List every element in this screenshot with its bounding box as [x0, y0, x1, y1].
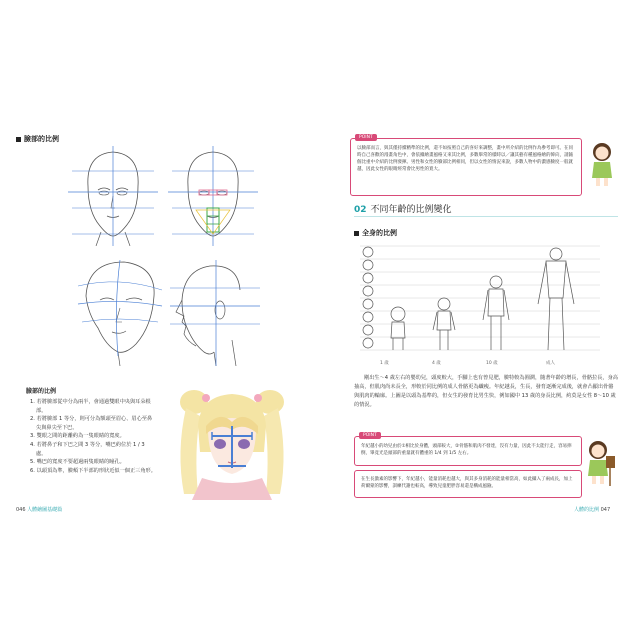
page-number: 046: [16, 507, 26, 513]
age-label-1: 1 歲: [380, 361, 389, 366]
face-front-annotated-figure: [168, 146, 258, 246]
list-item: 3. 雙眼之間的距離約為一隻眼睛的寬度。: [30, 433, 125, 440]
square-bullet-icon: [354, 231, 359, 236]
list-item: 2. 若將臉部 1 等分，則可分為額頭至眉心、眉心至鼻尖與鼻尖至下巴。: [30, 416, 153, 431]
note-tag: POINT: [355, 134, 377, 141]
anime-girl-illustration: [172, 382, 292, 500]
mascot-girl-icon: [588, 140, 616, 192]
chapter-label: 人體的比例: [574, 507, 600, 513]
point-note-top: [350, 135, 582, 196]
age-label-adult: 成人: [546, 361, 555, 366]
right-footer: [574, 506, 610, 513]
face-three-quarter-figure: [74, 256, 164, 366]
list-item: 6. 以頭頂為準，臉頰下半部的形狀近似一個正三角形。: [30, 467, 156, 474]
section-heading-face-proportion: 臉部的比例: [16, 134, 59, 144]
note-text: 在生長激素的影響下，年紀越小，能量消耗也越大，與其多身消耗的能量相當高，如此攝入了兩成長，加上荷爾蒙的影響，訓練代謝也較高，導致兒童肥胖容易還是構成風險。: [361, 477, 573, 489]
age-label-10: 10 歲: [486, 361, 498, 366]
age-proportion-chart: [360, 242, 600, 362]
list-item: 1. 若將臉部從中分為兩半，會通過雙眼中央與耳朵根部。: [30, 399, 151, 414]
list-item: 5. 嘴巴的寬度不要超過兩隻眼睛的瞳孔。: [30, 459, 125, 466]
point-note-growth: [354, 470, 582, 498]
proportion-list: [30, 398, 156, 475]
list-title: 臉部的比例: [26, 388, 57, 395]
face-side-figure: [170, 260, 260, 366]
list-item: 4. 若將鼻子和下巴之間 3 等分，嘴巴約位於 1 / 3 處。: [30, 441, 145, 457]
section-heading-body-proportion: 全身的比例: [354, 228, 397, 238]
body-paragraph: 剛出生～4 歲左右的嬰幼兒，頭度較大，手腳上也有曾見肥，臉特較為圓潤，隨著年齡的增長，骨骼拉長，身高抽高，但肌肉尚未長全，形較於同比例的成人骨骼更為纖瘦。年紀越長，生長，發育逐漸完成後，就會凸顯出骨骼與肌肉的輪廓。上圖是以頭為基準的，但女生的發育比男生快，例如國中 13 歲的身長比例，約莫是女性 8～10 歲的情況。: [354, 375, 618, 408]
chapter-number: 02: [354, 205, 367, 215]
mascot-girl-sign-icon: [586, 438, 616, 494]
point-note-age: [354, 433, 582, 466]
chapter-label: 人體繪圖基礎篇: [27, 507, 63, 513]
page-number: 047: [600, 507, 611, 513]
left-footer: [16, 506, 62, 513]
book-spread: [10, 120, 630, 512]
right-page: [320, 120, 630, 512]
left-page: [10, 120, 320, 512]
age-label-4: 4 歲: [432, 361, 441, 366]
face-front-figure: [68, 146, 158, 246]
note-text: 以臉部而言，與其僅持續精準的比例，還不如按照自己的喜好來調整，畫中所介紹的比例作為參考即可。在同時自己喜歡的漫畫角色中，會依據繪畫風格又來其比例，多數畢常的樣時以／讓其藝有種風格繪的韓向，請隨個比重中介紹的比例發揮。男性和女性的臉部比例相同，但以女性的情況來說，多數人物中的濃感臉度一般就越，因此女性的眼睛經常會比男性的寬大。: [357, 146, 573, 172]
note-tag: POINT: [359, 432, 381, 439]
square-bullet-icon: [16, 137, 21, 142]
note-text: 年紀越小的幼兒由於①相比於身體，頭部較大，②骨骼和肌肉不發達，沒有力量，因此不太能行走，容易摔倒，畢竟光是頭部的重量就有體重的 1/4 到 1/5 左右。: [361, 444, 572, 456]
chapter-title: 不同年齡的比例變化: [370, 205, 452, 215]
chapter-heading: [354, 202, 452, 215]
chapter-divider: [354, 216, 618, 217]
